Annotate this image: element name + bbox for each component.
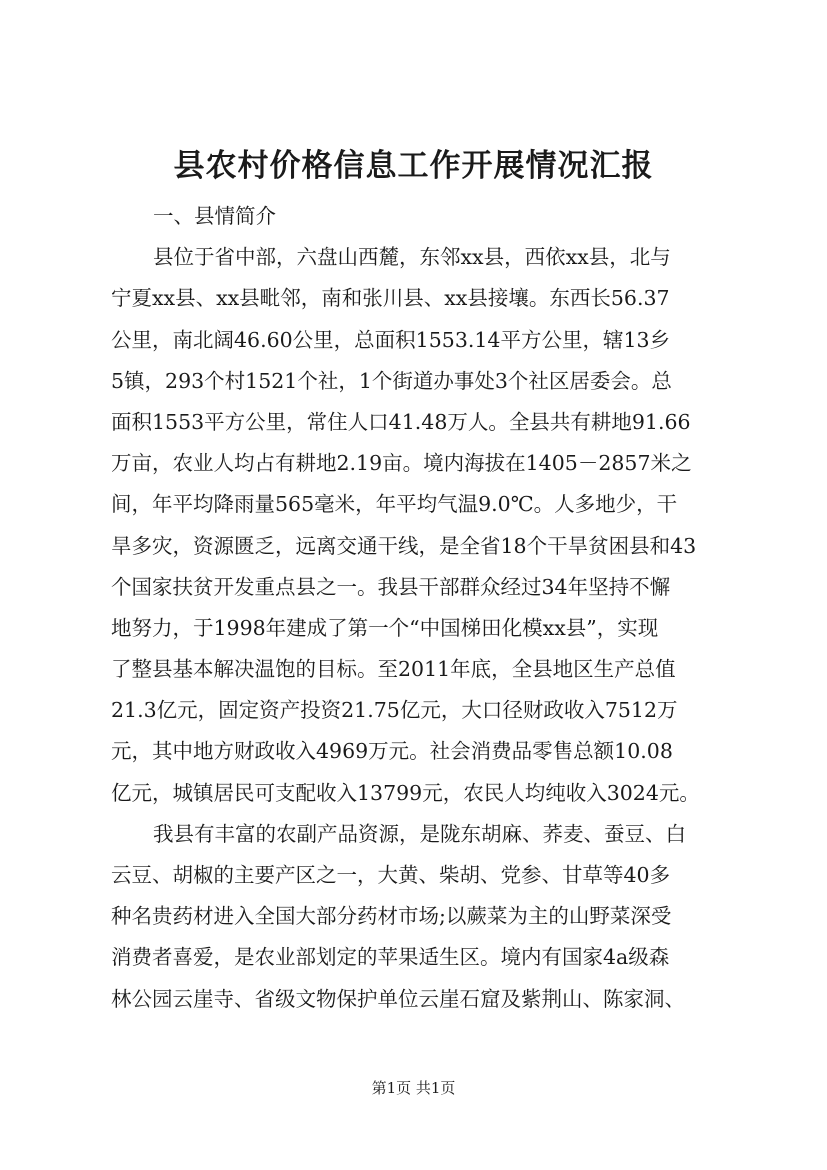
paragraph-line: 地努力，于1998年建成了第一个“中国梯田化模xx县”，实现 bbox=[111, 615, 659, 640]
paragraph-line: 云豆、胡椒的主要产区之一，大黄、柴胡、党参、甘草等40多 bbox=[111, 863, 671, 887]
document-body bbox=[111, 196, 725, 1020]
paragraph-line: 5镇，293个村1521个社，1个街道办事处3个社区居委会。总 bbox=[111, 368, 672, 393]
paragraph-line: 间，年平均降雨量565毫米，年平均气温9.0℃。人多地少，干 bbox=[111, 492, 678, 517]
paragraph-line: 我县有丰富的农副产品资源，是陇东胡麻、荞麦、蚕豆、白 bbox=[153, 821, 686, 846]
paragraph-line: 21.3亿元，固定资产投资21.75亿元，大口径财政收入7512万 bbox=[111, 698, 678, 723]
paragraph-line: 宁夏xx县、xx县毗邻，南和张川县、xx县接壤。东西长56.37 bbox=[111, 286, 670, 311]
paragraph-line: 种名贵药材进入全国大部分药材市场;以蕨菜为主的山野菜深受 bbox=[111, 904, 672, 929]
paragraph-line: 了整县基本解决温饱的目标。至2011年底，全县地区生产总值 bbox=[111, 657, 676, 682]
paragraph-line: 消费者喜爱，是农业部划定的苹果适生区。境内有国家4a级森 bbox=[111, 945, 670, 970]
section-heading: 一、县情简介 bbox=[153, 204, 276, 228]
document-title: 县农村价格信息工作开展情况汇报 bbox=[173, 148, 654, 184]
paragraph-line: 万亩，农业人均占有耕地2.19亩。境内海拔在1405－2857米之 bbox=[111, 451, 692, 476]
paragraph-line: 县位于省中部，六盘山西麓，东邻xx县，西依xx县，北与 bbox=[153, 245, 671, 270]
paragraph-line: 个国家扶贫开发重点县之一。我县干部群众经过34年坚持不懈 bbox=[111, 574, 671, 599]
paragraph-line: 林公园云崖寺、省级文物保护单位云崖石窟及紫荆山、陈家洞、 bbox=[111, 986, 685, 1011]
paragraph-line: 公里，南北阔46.60公里，总面积1553.14平方公里，辖13乡 bbox=[111, 327, 671, 352]
paragraph-line: 元，其中地方财政收入4969万元。社会消费品零售总额10.08 bbox=[111, 739, 673, 764]
paragraph-line: 旱多灾，资源匮乏，远离交通干线，是全省18个干旱贫困县和43 bbox=[111, 533, 697, 558]
paragraph-line: 面积1553平方公里，常住人口41.48万人。全县共有耕地91.66 bbox=[111, 409, 691, 434]
paragraph-line: 亿元，城镇居民可支配收入13799元，农民人均纯收入3024元。 bbox=[111, 780, 700, 805]
page-footer: 第1页 共1页 bbox=[371, 1079, 456, 1097]
